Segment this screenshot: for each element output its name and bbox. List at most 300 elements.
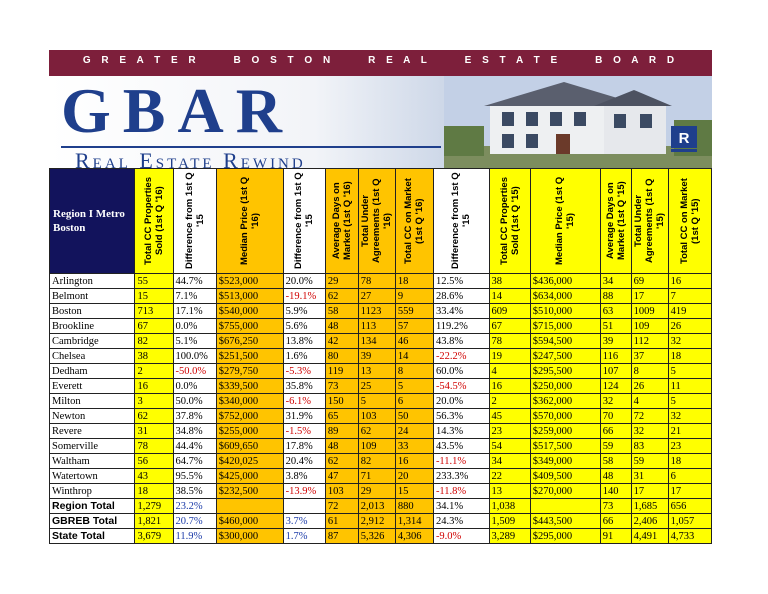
region-name-cell: Waltham: [50, 454, 135, 469]
table-cell: 43.8%: [433, 334, 489, 349]
table-cell: 38.5%: [173, 484, 216, 499]
table-cell: 73: [325, 379, 358, 394]
table-cell: 8: [631, 364, 668, 379]
table-cell: 20.0%: [283, 274, 325, 289]
table-row: [50, 364, 712, 379]
table-cell: 31: [135, 424, 173, 439]
table-cell: -19.1%: [283, 289, 325, 304]
table-cell: 39: [600, 334, 631, 349]
table-cell: 134: [358, 334, 395, 349]
table-row: [50, 274, 712, 289]
table-cell: $755,000: [216, 319, 283, 334]
table-cell: $436,000: [530, 274, 600, 289]
region-name-cell: Chelsea: [50, 349, 135, 364]
table-cell: 31: [631, 469, 668, 484]
table-cell: 16: [135, 379, 173, 394]
table-cell: 5: [395, 379, 433, 394]
table-cell: 20.7%: [173, 514, 216, 529]
column-header: [173, 169, 216, 274]
table-cell: 5: [358, 394, 395, 409]
table-cell: 2,406: [631, 514, 668, 529]
total-row: [50, 529, 712, 544]
table-cell: 34.1%: [433, 499, 489, 514]
table-cell: 1123: [358, 304, 395, 319]
table-cell: 15: [395, 484, 433, 499]
table-cell: 119: [325, 364, 358, 379]
table-row: [50, 409, 712, 424]
gbar-logo: GBAR: [61, 75, 294, 146]
table-cell: 880: [395, 499, 433, 514]
table-cell: 23.2%: [173, 499, 216, 514]
table-cell: 11: [668, 379, 711, 394]
table-cell: 4,491: [631, 529, 668, 544]
table-cell: 5: [668, 394, 711, 409]
table-cell: 4: [631, 394, 668, 409]
table-cell: 4,306: [395, 529, 433, 544]
table-cell: $609,650: [216, 439, 283, 454]
table-cell: 29: [358, 484, 395, 499]
table-cell: 67: [489, 319, 530, 334]
table-row: [50, 469, 712, 484]
table-cell: 1009: [631, 304, 668, 319]
table-cell: 46: [395, 334, 433, 349]
table-cell: 7.1%: [173, 289, 216, 304]
table-cell: 5.1%: [173, 334, 216, 349]
column-header: [283, 169, 325, 274]
table-cell: 20.4%: [283, 454, 325, 469]
table-cell: $247,500: [530, 349, 600, 364]
table-cell: 5: [668, 364, 711, 379]
region-name-cell: Milton: [50, 394, 135, 409]
table-cell: 26: [631, 379, 668, 394]
table-cell: 65: [325, 409, 358, 424]
table-cell: 43.5%: [433, 439, 489, 454]
table-cell: $362,000: [530, 394, 600, 409]
table-cell: -13.9%: [283, 484, 325, 499]
table-cell: 57: [395, 319, 433, 334]
table-cell: 55: [135, 274, 173, 289]
table-cell: 15: [135, 289, 173, 304]
table-cell: 2,912: [358, 514, 395, 529]
table-cell: 124: [600, 379, 631, 394]
table-cell: 2: [489, 394, 530, 409]
table-cell: -5.3%: [283, 364, 325, 379]
table-cell: -6.1%: [283, 394, 325, 409]
total-row: [50, 514, 712, 529]
table-cell: 66: [600, 424, 631, 439]
table-cell: $510,000: [530, 304, 600, 319]
table-cell: 56.3%: [433, 409, 489, 424]
table-cell: 56: [135, 454, 173, 469]
table-cell: 18: [395, 274, 433, 289]
gbar-banner: [49, 50, 712, 168]
column-header: [433, 169, 489, 274]
table-cell: 59: [631, 454, 668, 469]
table-cell: 34: [600, 274, 631, 289]
table-cell: -11.8%: [433, 484, 489, 499]
column-header-label: Total CC on Market (1st Q '15): [678, 178, 701, 264]
table-cell: 559: [395, 304, 433, 319]
table-cell: 713: [135, 304, 173, 319]
table-cell: 63: [600, 304, 631, 319]
table-cell: -50.0%: [173, 364, 216, 379]
table-cell: 51: [600, 319, 631, 334]
table-cell: 37.8%: [173, 409, 216, 424]
table-cell: $634,000: [530, 289, 600, 304]
table-cell: 2,013: [358, 499, 395, 514]
table-cell: 48: [325, 439, 358, 454]
table-cell: $251,500: [216, 349, 283, 364]
table-cell: 16: [668, 274, 711, 289]
table-cell: 58: [600, 454, 631, 469]
market-stats-table: [49, 168, 712, 544]
table-cell: 60.0%: [433, 364, 489, 379]
table-cell: $676,250: [216, 334, 283, 349]
table-cell: 0.0%: [173, 379, 216, 394]
table-row: [50, 439, 712, 454]
table-cell: 32: [631, 424, 668, 439]
table-cell: 3: [135, 394, 173, 409]
table-cell: $443,500: [530, 514, 600, 529]
region-name-cell: Cambridge: [50, 334, 135, 349]
region-name-cell: Winthrop: [50, 484, 135, 499]
table-cell: 1,509: [489, 514, 530, 529]
table-cell: 17.1%: [173, 304, 216, 319]
column-header-label: Total CC Properties Sold (1st Q '16): [142, 177, 165, 265]
table-cell: 3,679: [135, 529, 173, 544]
table-cell: $295,500: [530, 364, 600, 379]
region-name-cell: Somerville: [50, 439, 135, 454]
table-cell: $259,000: [530, 424, 600, 439]
table-cell: 656: [668, 499, 711, 514]
table-cell: 82: [135, 334, 173, 349]
table-cell: 83: [631, 439, 668, 454]
table-cell: $594,500: [530, 334, 600, 349]
table-cell: 17: [631, 484, 668, 499]
table-cell: 23: [668, 439, 711, 454]
table-cell: 8: [395, 364, 433, 379]
table-cell: 18: [135, 484, 173, 499]
table-cell: 107: [600, 364, 631, 379]
column-header: [395, 169, 433, 274]
table-row: [50, 484, 712, 499]
column-header: [325, 169, 358, 274]
table-cell: 58: [325, 304, 358, 319]
table-cell: -1.5%: [283, 424, 325, 439]
table-cell: $409,500: [530, 469, 600, 484]
table-cell: 71: [358, 469, 395, 484]
table-cell: $349,000: [530, 454, 600, 469]
table-cell: 609: [489, 304, 530, 319]
table-cell: 1,279: [135, 499, 173, 514]
table-cell: 26: [668, 319, 711, 334]
table-cell: 6: [395, 394, 433, 409]
column-header: [358, 169, 395, 274]
table-cell: 89: [325, 424, 358, 439]
table-row: [50, 349, 712, 364]
table-cell: 44.4%: [173, 439, 216, 454]
table-cell: 11.9%: [173, 529, 216, 544]
realtor-logo-icon: [671, 126, 697, 154]
table-cell: 42: [325, 334, 358, 349]
table-cell: 35.8%: [283, 379, 325, 394]
table-cell: 72: [325, 499, 358, 514]
region-name-cell: Revere: [50, 424, 135, 439]
region-header: Region I Metro Boston: [50, 169, 135, 274]
table-cell: 45: [489, 409, 530, 424]
table-cell: 37: [631, 349, 668, 364]
column-header-label: Median Price (1st Q '16): [238, 176, 261, 266]
table-cell: $752,000: [216, 409, 283, 424]
table-cell: [283, 499, 325, 514]
table-cell: $340,000: [216, 394, 283, 409]
table-cell: 22: [489, 469, 530, 484]
table-cell: 2: [135, 364, 173, 379]
column-header-label: Average Days on Market (1st Q '16): [330, 181, 353, 261]
table-cell: 29: [325, 274, 358, 289]
table-cell: 1,314: [395, 514, 433, 529]
table-cell: 17.8%: [283, 439, 325, 454]
region-name-cell: Region Total: [50, 499, 135, 514]
table-cell: $517,500: [530, 439, 600, 454]
table-row: [50, 379, 712, 394]
table-cell: $250,000: [530, 379, 600, 394]
table-cell: 70: [600, 409, 631, 424]
table-cell: 78: [489, 334, 530, 349]
table-cell: $523,000: [216, 274, 283, 289]
table-cell: 47: [325, 469, 358, 484]
region-name-cell: GBREB Total: [50, 514, 135, 529]
table-cell: 419: [668, 304, 711, 319]
table-cell: 109: [358, 439, 395, 454]
table-cell: 1,821: [135, 514, 173, 529]
table-cell: 31.9%: [283, 409, 325, 424]
region-name-cell: Belmont: [50, 289, 135, 304]
table-cell: 48: [325, 319, 358, 334]
table-cell: 103: [358, 409, 395, 424]
realtor-logo-letter: R: [678, 130, 690, 147]
table-cell: 4: [489, 364, 530, 379]
table-cell: 7: [668, 289, 711, 304]
table-cell: 48: [600, 469, 631, 484]
table-row: [50, 304, 712, 319]
column-header-label: Median Price (1st Q '15): [554, 176, 577, 266]
table-cell: $570,000: [530, 409, 600, 424]
table-cell: 13: [489, 484, 530, 499]
column-header: [530, 169, 600, 274]
region-name-cell: Brookline: [50, 319, 135, 334]
table-cell: $339,500: [216, 379, 283, 394]
table-cell: 64.7%: [173, 454, 216, 469]
table-cell: [530, 499, 600, 514]
total-row: [50, 499, 712, 514]
table-cell: 78: [135, 439, 173, 454]
column-header: [135, 169, 173, 274]
table-cell: 109: [631, 319, 668, 334]
table-cell: $540,000: [216, 304, 283, 319]
table-cell: 80: [325, 349, 358, 364]
table-cell: 150: [325, 394, 358, 409]
table-cell: 61: [325, 514, 358, 529]
table-cell: 20.0%: [433, 394, 489, 409]
column-header: [600, 169, 631, 274]
table-cell: 72: [631, 409, 668, 424]
table-cell: 78: [358, 274, 395, 289]
table-cell: 23: [489, 424, 530, 439]
table-cell: $300,000: [216, 529, 283, 544]
region-name-cell: Dedham: [50, 364, 135, 379]
table-cell: 116: [600, 349, 631, 364]
table-cell: -11.1%: [433, 454, 489, 469]
table-cell: 69: [631, 274, 668, 289]
table-cell: 88: [600, 289, 631, 304]
table-cell: 5,326: [358, 529, 395, 544]
region-name-cell: Boston: [50, 304, 135, 319]
table-cell: 18: [668, 349, 711, 364]
table-cell: 87: [325, 529, 358, 544]
table-cell: 32: [668, 334, 711, 349]
table-cell: 39: [358, 349, 395, 364]
table-cell: 66: [600, 514, 631, 529]
column-header: [668, 169, 711, 274]
table-cell: 25: [358, 379, 395, 394]
table-cell: 5.9%: [283, 304, 325, 319]
table-cell: 32: [600, 394, 631, 409]
table-cell: $460,000: [216, 514, 283, 529]
table-cell: 17: [668, 484, 711, 499]
table-row: [50, 319, 712, 334]
table-cell: 28.6%: [433, 289, 489, 304]
table-cell: 3.7%: [283, 514, 325, 529]
table-cell: 1,038: [489, 499, 530, 514]
table-cell: 103: [325, 484, 358, 499]
table-cell: 62: [135, 409, 173, 424]
table-cell: 6: [668, 469, 711, 484]
table-cell: 95.5%: [173, 469, 216, 484]
region-name-cell: State Total: [50, 529, 135, 544]
table-cell: 54: [489, 439, 530, 454]
table-cell: 43: [135, 469, 173, 484]
table-cell: 3,289: [489, 529, 530, 544]
column-header-label: Total CC on Market (1st Q '16): [403, 178, 426, 264]
table-cell: $295,000: [530, 529, 600, 544]
column-header: [216, 169, 283, 274]
region-name-cell: Everett: [50, 379, 135, 394]
region-name-cell: Newton: [50, 409, 135, 424]
table-cell: $420,025: [216, 454, 283, 469]
column-header: [489, 169, 530, 274]
table-cell: 21: [668, 424, 711, 439]
table-cell: 1.6%: [283, 349, 325, 364]
table-cell: $513,000: [216, 289, 283, 304]
table-cell: 91: [600, 529, 631, 544]
banner-strip-text: G R E A T E R B O S T O N R E A L E S T A T E B O A R D: [82, 55, 679, 66]
table-cell: -54.5%: [433, 379, 489, 394]
table-cell: 38: [489, 274, 530, 289]
table-cell: 20: [395, 469, 433, 484]
table-cell: 82: [358, 454, 395, 469]
table-cell: 16: [395, 454, 433, 469]
banner-strip: [49, 50, 712, 76]
table-cell: 14: [395, 349, 433, 364]
table-cell: 113: [358, 319, 395, 334]
column-header-label: Difference from 1st Q '15: [450, 172, 473, 270]
column-header-label: Difference from 1st Q '15: [293, 172, 316, 270]
house-image: [444, 76, 712, 168]
table-cell: $232,500: [216, 484, 283, 499]
table-cell: [216, 499, 283, 514]
table-cell: 4,733: [668, 529, 711, 544]
table-cell: 112: [631, 334, 668, 349]
table-cell: 50.0%: [173, 394, 216, 409]
table-cell: 0.0%: [173, 319, 216, 334]
table-body: [50, 274, 712, 544]
table-cell: 140: [600, 484, 631, 499]
table-cell: $425,000: [216, 469, 283, 484]
table-cell: 62: [358, 424, 395, 439]
table-cell: 59: [600, 439, 631, 454]
table-cell: $255,000: [216, 424, 283, 439]
table-cell: 34.8%: [173, 424, 216, 439]
table-cell: 67: [135, 319, 173, 334]
table-cell: 62: [325, 289, 358, 304]
table-row: [50, 424, 712, 439]
table-row: [50, 334, 712, 349]
table-cell: 24.3%: [433, 514, 489, 529]
table-cell: 50: [395, 409, 433, 424]
table-cell: $279,750: [216, 364, 283, 379]
table-cell: 32: [668, 409, 711, 424]
column-header-label: Total Under Agreements (1st Q '16): [360, 178, 394, 264]
region-name-cell: Arlington: [50, 274, 135, 289]
table-cell: 27: [358, 289, 395, 304]
column-header: [631, 169, 668, 274]
table-row: [50, 394, 712, 409]
table-cell: 16: [489, 379, 530, 394]
table-cell: 1,685: [631, 499, 668, 514]
table-cell: -22.2%: [433, 349, 489, 364]
column-header-label: Average Days on Market (1st Q '15): [604, 181, 627, 261]
column-header-label: Total Under Agreements (1st Q '15): [633, 178, 667, 264]
table-cell: 233.3%: [433, 469, 489, 484]
table-cell: 3.8%: [283, 469, 325, 484]
table-cell: 62: [325, 454, 358, 469]
table-cell: $270,000: [530, 484, 600, 499]
table-cell: 18: [668, 454, 711, 469]
table-cell: 24: [395, 424, 433, 439]
table-row: [50, 289, 712, 304]
table-cell: 38: [135, 349, 173, 364]
table-cell: 13: [358, 364, 395, 379]
table-cell: 33: [395, 439, 433, 454]
table-cell: 19: [489, 349, 530, 364]
table-cell: 1.7%: [283, 529, 325, 544]
table-cell: 34: [489, 454, 530, 469]
table-cell: 14: [489, 289, 530, 304]
table-row: [50, 454, 712, 469]
column-header-label: Difference from 1st Q '15: [183, 172, 206, 270]
table-cell: 12.5%: [433, 274, 489, 289]
region-name-cell: Watertown: [50, 469, 135, 484]
table-cell: 44.7%: [173, 274, 216, 289]
logo-subtitle: Real Estate Rewind: [75, 148, 306, 168]
table-cell: 9: [395, 289, 433, 304]
column-header-label: Total CC Properties Sold (1st Q '15): [498, 177, 521, 265]
table-cell: 17: [631, 289, 668, 304]
table-cell: 119.2%: [433, 319, 489, 334]
table-cell: 100.0%: [173, 349, 216, 364]
table-cell: 1,057: [668, 514, 711, 529]
